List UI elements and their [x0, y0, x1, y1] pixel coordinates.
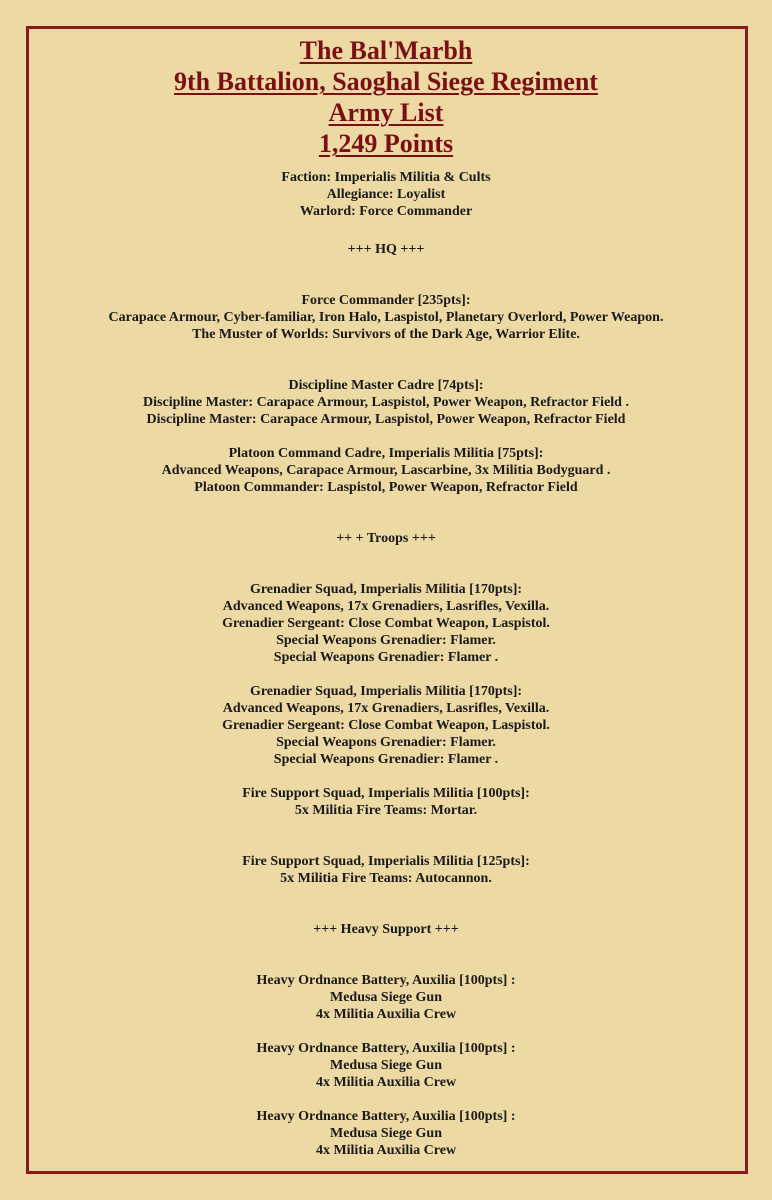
army-meta: [0, 169, 772, 220]
unit-line: Grenadier Sergeant: Close Combat Weapon, Laspistol.: [222, 718, 550, 733]
unit-line: 5x Militia Fire Teams: Mortar.: [294, 803, 478, 818]
unit-heading: Fire Support Squad, Imperialis Militia [100pts]:: [242, 786, 530, 801]
unit-heading: Heavy Ordnance Battery, Auxilia [100pts] :: [256, 973, 516, 988]
army-list-title: Army List: [328, 98, 444, 127]
section-header-hq: [0, 241, 772, 258]
unit-heading: Heavy Ordnance Battery, Auxilia [100pts] :: [256, 1109, 516, 1124]
unit-line: Special Weapons Grenadier: Flamer .: [273, 752, 499, 767]
unit-line: Carapace Armour, Cyber-familiar, Iron Halo, Laspistol, Planetary Overlord, Power Weapon.: [108, 310, 664, 325]
unit-line: Medusa Siege Gun: [329, 990, 442, 1005]
allegiance-line: Allegiance: Loyalist: [326, 187, 446, 202]
unit-heading: Heavy Ordnance Battery, Auxilia [100pts] :: [256, 1041, 516, 1056]
unit-heading: Grenadier Squad, Imperialis Militia [170pts]:: [249, 582, 523, 597]
unit-line: Platoon Commander: Laspistol, Power Weapon, Refractor Field: [194, 480, 578, 495]
unit-heading: Platoon Command Cadre, Imperialis Militia [75pts]:: [228, 446, 544, 461]
title-block: [0, 35, 772, 159]
unit-line: Grenadier Sergeant: Close Combat Weapon, Laspistol.: [222, 616, 550, 631]
unit-heavy-ordnance-battery-2: [0, 1040, 772, 1091]
unit-line: Discipline Master: Carapace Armour, Laspistol, Power Weapon, Refractor Field .: [143, 395, 629, 410]
unit-line: 4x Militia Auxilia Crew: [315, 1007, 457, 1022]
section-header-troops-text: ++ + Troops +++: [336, 531, 436, 546]
unit-line: Medusa Siege Gun: [329, 1058, 442, 1073]
unit-heading: Fire Support Squad, Imperialis Militia [125pts]:: [242, 854, 530, 869]
unit-grenadier-squad-2: [0, 683, 772, 768]
section-header-hq-text: +++ HQ +++: [347, 242, 425, 257]
unit-line: 4x Militia Auxilia Crew: [315, 1143, 457, 1158]
unit-line: Advanced Weapons, Carapace Armour, Lascarbine, 3x Militia Bodyguard .: [161, 463, 611, 478]
unit-fire-support-squad-2: [0, 853, 772, 887]
unit-heavy-ordnance-battery-3: [0, 1108, 772, 1159]
unit-discipline-master-cadre: [0, 377, 772, 428]
regiment-title: 9th Battalion, Saoghal Siege Regiment: [174, 67, 598, 96]
unit-heavy-ordnance-battery-1: [0, 972, 772, 1023]
unit-fire-support-squad-1: [0, 785, 772, 819]
unit-line: Discipline Master: Carapace Armour, Laspistol, Power Weapon, Refractor Field: [146, 412, 626, 427]
section-header-troops: [0, 530, 772, 547]
unit-line: Advanced Weapons, 17x Grenadiers, Lasrifles, Vexilla.: [222, 701, 550, 716]
unit-line: Special Weapons Grenadier: Flamer .: [273, 650, 499, 665]
unit-heading: Force Commander [235pts]:: [301, 293, 471, 308]
section-header-heavy-support-text: +++ Heavy Support +++: [313, 922, 459, 937]
unit-heading: Discipline Master Cadre [74pts]:: [288, 378, 484, 393]
unit-line: The Muster of Worlds: Survivors of the Dark Age, Warrior Elite.: [192, 327, 580, 342]
faction-line: Faction: Imperialis Militia & Cults: [281, 170, 491, 185]
unit-line: 5x Militia Fire Teams: Autocannon.: [280, 871, 492, 886]
points-total-title: 1,249 Points: [318, 129, 454, 158]
unit-line: Special Weapons Grenadier: Flamer.: [276, 633, 496, 648]
unit-line: 4x Militia Auxilia Crew: [315, 1075, 457, 1090]
unit-force-commander: [0, 292, 772, 343]
unit-line: Medusa Siege Gun: [329, 1126, 442, 1141]
unit-line: Special Weapons Grenadier: Flamer.: [276, 735, 496, 750]
unit-grenadier-squad-1: [0, 581, 772, 666]
unit-heading: Grenadier Squad, Imperialis Militia [170pts]:: [249, 684, 523, 699]
warlord-line: Warlord: Force Commander: [299, 204, 473, 219]
unit-line: Advanced Weapons, 17x Grenadiers, Lasrifles, Vexilla.: [222, 599, 550, 614]
unit-platoon-command-cadre: [0, 445, 772, 496]
section-header-heavy-support: [0, 921, 772, 938]
army-name-title: The Bal'Marbh: [299, 36, 473, 65]
